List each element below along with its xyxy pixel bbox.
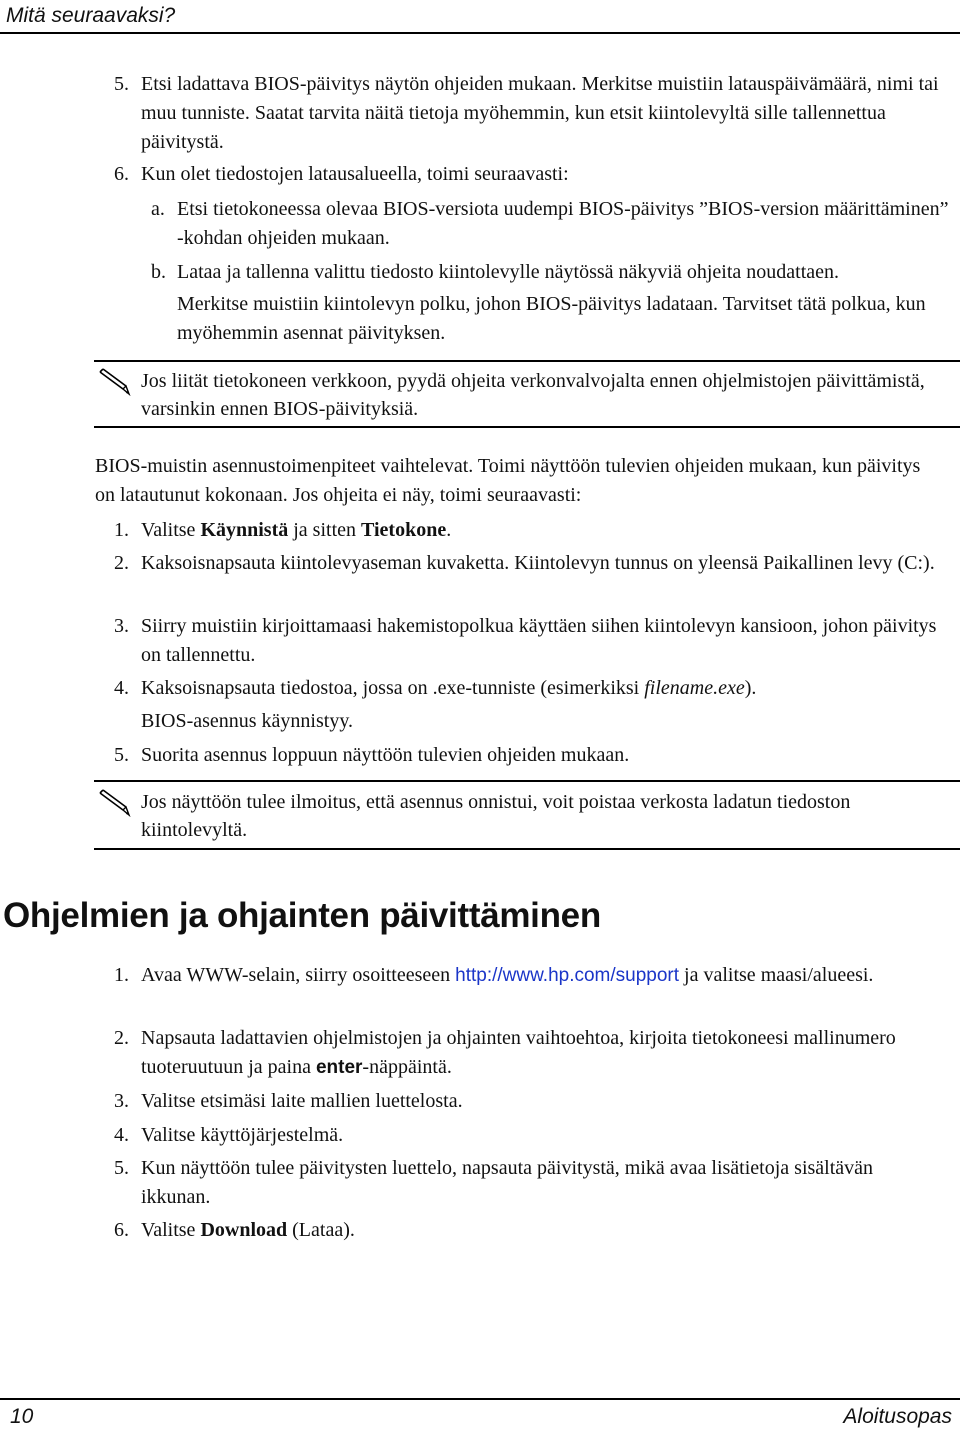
list-item-number: 3. xyxy=(114,615,129,637)
list-item-number: 5. xyxy=(114,744,129,766)
list-item-text: Kaksoisnapsauta tiedostoa, jossa on .exe-tunniste (esimerkiksi filename.exe). xyxy=(141,677,757,699)
list-item-text: Etsi ladattava BIOS-päivitys näytön ohjeiden mukaan. Merkitse muistiin latauspäivämäärä, nimi tai muu tunniste. Saatat tarvita näitä tietoja myöhemmin, kun etsit kiintolevyltä sille tallennettua päivitystä. xyxy=(141,73,939,153)
list-item-text: Kaksoisnapsauta kiintolevyaseman kuvaketta. Kiintolevyn tunnus on yleensä Paikallinen levy (C:). xyxy=(141,552,935,574)
list-item-text: Napsauta ladattavien ohjelmistojen ja ohjainten vaihtoehtoa, kirjoita tietokoneesi mallinumero tuoteruutuun ja paina enter-näppäintä. xyxy=(141,1027,896,1078)
list-item-text: Valitse Käynnistä ja sitten Tietokone. xyxy=(141,519,452,541)
list-item-number: 1. xyxy=(114,519,129,541)
running-header-title: Mitä seuraavaksi? xyxy=(6,4,176,27)
footer-rule xyxy=(0,1398,960,1400)
list-item-number: 1. xyxy=(114,964,129,986)
list-item-number: 2. xyxy=(114,1027,129,1049)
sub-list-item-letter: a. xyxy=(151,198,165,220)
sub-list-item-text: Merkitse muistiin kiintolevyn polku, johon BIOS-päivitys ladataan. Tarvitset tätä polkua, kun myöhemmin asennat päivityksen. xyxy=(177,293,926,344)
note-bottom-rule xyxy=(94,848,960,850)
note-text: Jos näyttöön tulee ilmoitus, että asennus onnistui, voit poistaa verkosta ladatun tiedoston kiintolevyltä. xyxy=(141,791,851,841)
list-item-number: 3. xyxy=(114,1090,129,1112)
list-item-number: 6. xyxy=(114,1219,129,1241)
list-item-number: 4. xyxy=(114,677,129,699)
page-number: 10 xyxy=(10,1405,34,1428)
list-item-text: Kun näyttöön tulee päivitysten luettelo, napsauta päivitystä, mikä avaa lisätietoja sisältävän ikkunan. xyxy=(141,1157,874,1208)
sub-list-item-text: Etsi tietokoneessa olevaa BIOS-versiota uudempi BIOS-päivitys ”BIOS-version määrittäminen” -kohdan ohjeiden mukaan. xyxy=(177,198,949,249)
paragraph: BIOS-muistin asennustoimenpiteet vaihtelevat. Toimi näyttöön tulevien ohjeiden mukaan, kun päivitys on latautunut kokonaan. Jos ohjeita ei näy, toimi seuraavasti: xyxy=(95,455,921,506)
note-top-rule xyxy=(94,780,960,782)
sub-list-item-letter: b. xyxy=(151,261,166,283)
bold-term: Tietokone xyxy=(361,519,447,541)
list-item-text: BIOS-asennus käynnistyy. xyxy=(141,710,354,732)
enter-key: enter xyxy=(315,1057,363,1078)
list-item-text: Valitse käyttöjärjestelmä. xyxy=(141,1124,344,1146)
pencil-note-icon xyxy=(96,368,132,396)
list-item-text: Valitse Download (Lataa). xyxy=(141,1219,355,1241)
bold-term: Käynnistä xyxy=(200,519,289,541)
list-item-text: Suorita asennus loppuun näyttöön tulevien ohjeiden mukaan. xyxy=(141,744,630,766)
list-item-number: 5. xyxy=(114,1157,129,1179)
note-bottom-rule xyxy=(94,426,960,428)
sub-list-item-text: Lataa ja tallenna valittu tiedosto kiintolevylle näytössä näkyviä ohjeita noudattaen. xyxy=(177,261,840,283)
running-footer-title: Aloitusopas xyxy=(843,1405,952,1428)
list-item-number: 5. xyxy=(114,73,129,95)
list-item-number: 4. xyxy=(114,1124,129,1146)
filename-example: filename.exe xyxy=(644,677,745,699)
list-item-number: 2. xyxy=(114,552,129,574)
header-rule xyxy=(0,32,960,34)
list-item-text: Kun olet tiedostojen latausalueella, toimi seuraavasti: xyxy=(141,163,569,185)
bold-term: Download xyxy=(200,1219,288,1241)
pencil-note-icon xyxy=(96,789,132,817)
note-top-rule xyxy=(94,360,960,362)
list-item-number: 6. xyxy=(114,163,129,185)
section-heading: Ohjelmien ja ohjainten päivittäminen xyxy=(3,896,601,935)
list-item-text: Valitse etsimäsi laite mallien luettelosta. xyxy=(141,1090,463,1112)
support-link[interactable]: http://www.hp.com/support xyxy=(455,965,680,986)
list-item-text: Avaa WWW-selain, siirry osoitteeseen http://www.hp.com/support ja valitse maasi/alueesi. xyxy=(141,964,874,986)
list-item-text: Siirry muistiin kirjoittamaasi hakemistopolkua käyttäen siihen kiintolevyn kansioon, johon päivitys on tallennettu. xyxy=(141,615,937,666)
note-text: Jos liität tietokoneen verkkoon, pyydä ohjeita verkonvalvojalta ennen ohjelmistojen päivittämistä, varsinkin ennen BIOS-päivityksiä. xyxy=(141,370,925,420)
